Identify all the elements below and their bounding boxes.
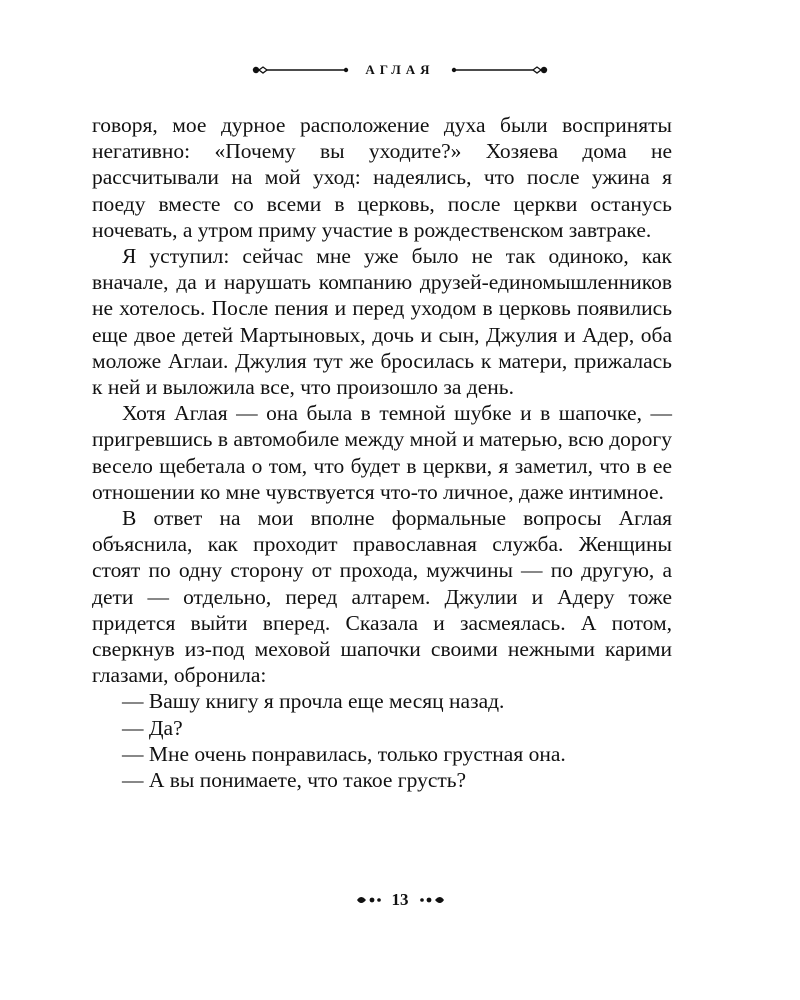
left-ornament-icon — [251, 62, 351, 78]
dialogue-line: — Мне очень понравилась, только грустная она. — [122, 741, 566, 766]
dialogue-line: — Вашу книгу я прочла еще месяц назад. — [122, 689, 505, 714]
paragraph: Хотя Аглая — она была в темной шубке и в шапочке, — пригревшись в автомобиле между мной и матерью, всю дорогу весело щебетала о том, что будет в церкви, я заметил, что в ее отношении ко мне чувствуется что-то личное, даже интимное. — [92, 401, 672, 504]
paragraph: Я уступил: сейчас мне уже было не так одиноко, как вначале, да и нарушать компанию друзей-единомышленников не хотелось. После пения и перед уходом в церковь появились еще двое детей Мартыновых, дочь и сын, Джулия и Адер, оба моложе Аглаи. Джулия тут же бросилась к матери, прижалась к ней и выложила все, что произошло за день. — [92, 244, 672, 400]
paragraph: говоря, мое дурное расположение духа были восприняты негативно: «Почему вы уходите?» Хозяева дома не рассчитывали на мой уход: надеялись, что после ужина я поеду вместе со всеми в церковь, после церкви останусь ночевать, а утром приму участие в рождественском завтраке. — [92, 113, 672, 242]
body-text — [92, 112, 672, 793]
header-title: АГЛАЯ — [365, 62, 435, 77]
left-footer-ornament-icon — [354, 893, 384, 907]
page-footer — [0, 890, 800, 910]
running-header — [0, 62, 800, 78]
right-footer-ornament-icon — [417, 893, 447, 907]
page-number: 13 — [391, 890, 409, 909]
right-ornament-icon — [449, 62, 549, 78]
dialogue-line: — Да? — [122, 715, 183, 740]
paragraph: В ответ на мои вполне формальные вопросы Аглая объяснила, как проходит православная служба. Женщины стоят по одну сторону от прохода, мужчины — по другую, а дети — отдельно, перед алтарем. Джулии и Адеру тоже придется выйти вперед. Сказала и засмеялась. А потом, сверкнув из-под меховой шапочки своими нежными карими глазами, обронила: — [92, 506, 672, 688]
dialogue-line: — А вы понимаете, что такое грусть? — [122, 768, 467, 793]
